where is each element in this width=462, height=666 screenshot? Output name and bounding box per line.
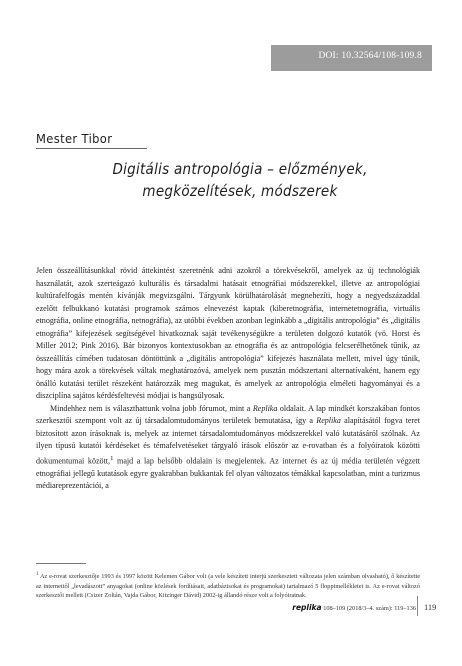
doi-banner	[271, 45, 432, 71]
footnote-ref[interactable]: 1	[110, 454, 114, 462]
title-line-2: megközelítések, módszerek	[142, 182, 338, 200]
author-underline	[36, 148, 147, 149]
journal-name-2: Replika	[316, 416, 341, 425]
doi-text: DOI: 10.32564/108-109.8	[318, 51, 422, 61]
footnote-text: Az e-rovat szerkesztője 1993 és 1997 között Kelemen Gábor volt (a vele készített interjú szerkesztett változata jelen számban olvasható), ő készítette az internettől „levadászott” anyagokat (online közlések fordításait, adatbázisokat és programokat) tartalmazó 5 floppimellékletet is. Az e-rovat változó szerkesztői mellett (Csizer Zoltán, Vajda Gábor, Kitzinger Dávid) 2002-ig állandó része volt a folyóiratnak.	[36, 573, 420, 599]
journal-brand: replika	[292, 603, 322, 612]
paragraph-2-part-c: alapításától fogva teret biztosított azon írásoknak is, melyek az internet társadalomtudományos módszerekkel való kutatásáról szólnak. Az ilyen típusú kutatói kérdéseket és témafelvetéseket tárgyaló írások először az e-rovatban és a folyóiratok közötti dokumentumai között,	[36, 416, 420, 466]
footnote-number: 1	[36, 572, 39, 577]
paragraph-2	[36, 403, 420, 493]
footnote-divider	[36, 563, 86, 564]
paragraph-2-part-b: oldalait. A lap mindkét korszakában fontos szerkesztői szempont volt az új társadalomtudományos területek bemutatása, így a	[36, 403, 420, 425]
footer-divider	[417, 596, 418, 616]
issue-info: 108–109 (2018/3–4. szám): 119–136	[323, 605, 416, 612]
journal-name-1: Replika	[252, 403, 278, 413]
paragraph-2-part-d: majd a lap belsőbb oldalain is megjelentek. Az internet és az új média területén végzett etnográfiai jellegű kutatások egyre gyakrabban bukkantak fel olyan változatos témákkal kapcsolatban, mint a turizmus médiareprezentációi, a	[36, 456, 420, 491]
author-name: Mester Tibor	[36, 131, 113, 146]
paragraph-1: Jelen összeállításunkkal rövid áttekintést szeretnénk adni azokról a törekvésekről, amelyek az új technológiák használatát, azok szerteágazó kulturális és társadalmi hatásait etnográfiai módszerekkel, illetve az antropológiai kultúrafelfogás mentén kívánják megvizsgálni. Tárgyunk körülhatárolását megnehezíti, hogy a negyedszázaddal ezelőtt felbukkanó kutatási programok számos elnevezést kaptak (kiberetnográfia, internetetnográfia, virtuális etnográfia, online etnográfia, netnográfia), az utóbbi években azonban leginkább a „digitális antropológia” és „digitális etnográfia” kifejezések segítségével hivatkoznak saját tevékenységükre a területen dolgozó kutatók (vö. Horst és Miller 2012; Pink 2016). Bár bizonyos kontextusokban az etnográfia és az antropológia felcserélhetőnek tűnik, az összeállítás címében tudatosan döntöttünk a „digitális antropológia” kifejezés használata mellett, mivel úgy tűnik, hogy mára azok a törekvések váltak meghatározóvá, amelyek nem pusztán módszertani alternatívaként, hanem egy önálló kutatási terület részeként határozzák meg magukat, és amelyek az antropológia elméleti hagyományai és a diszciplína sajátos kérdésfeltevési módjai is hangsúlyosak.	[36, 266, 420, 400]
title-line-1: Digitális antropológia – előzmények,	[112, 160, 368, 178]
footnote	[36, 570, 420, 600]
article-body	[36, 265, 420, 493]
page-number: 119	[424, 602, 437, 612]
page-footer	[256, 603, 416, 612]
paragraph-2-part-a: Mindehhez nem is választhattunk volna jobb fórumot, mint a	[50, 403, 253, 413]
article-title	[78, 158, 402, 202]
